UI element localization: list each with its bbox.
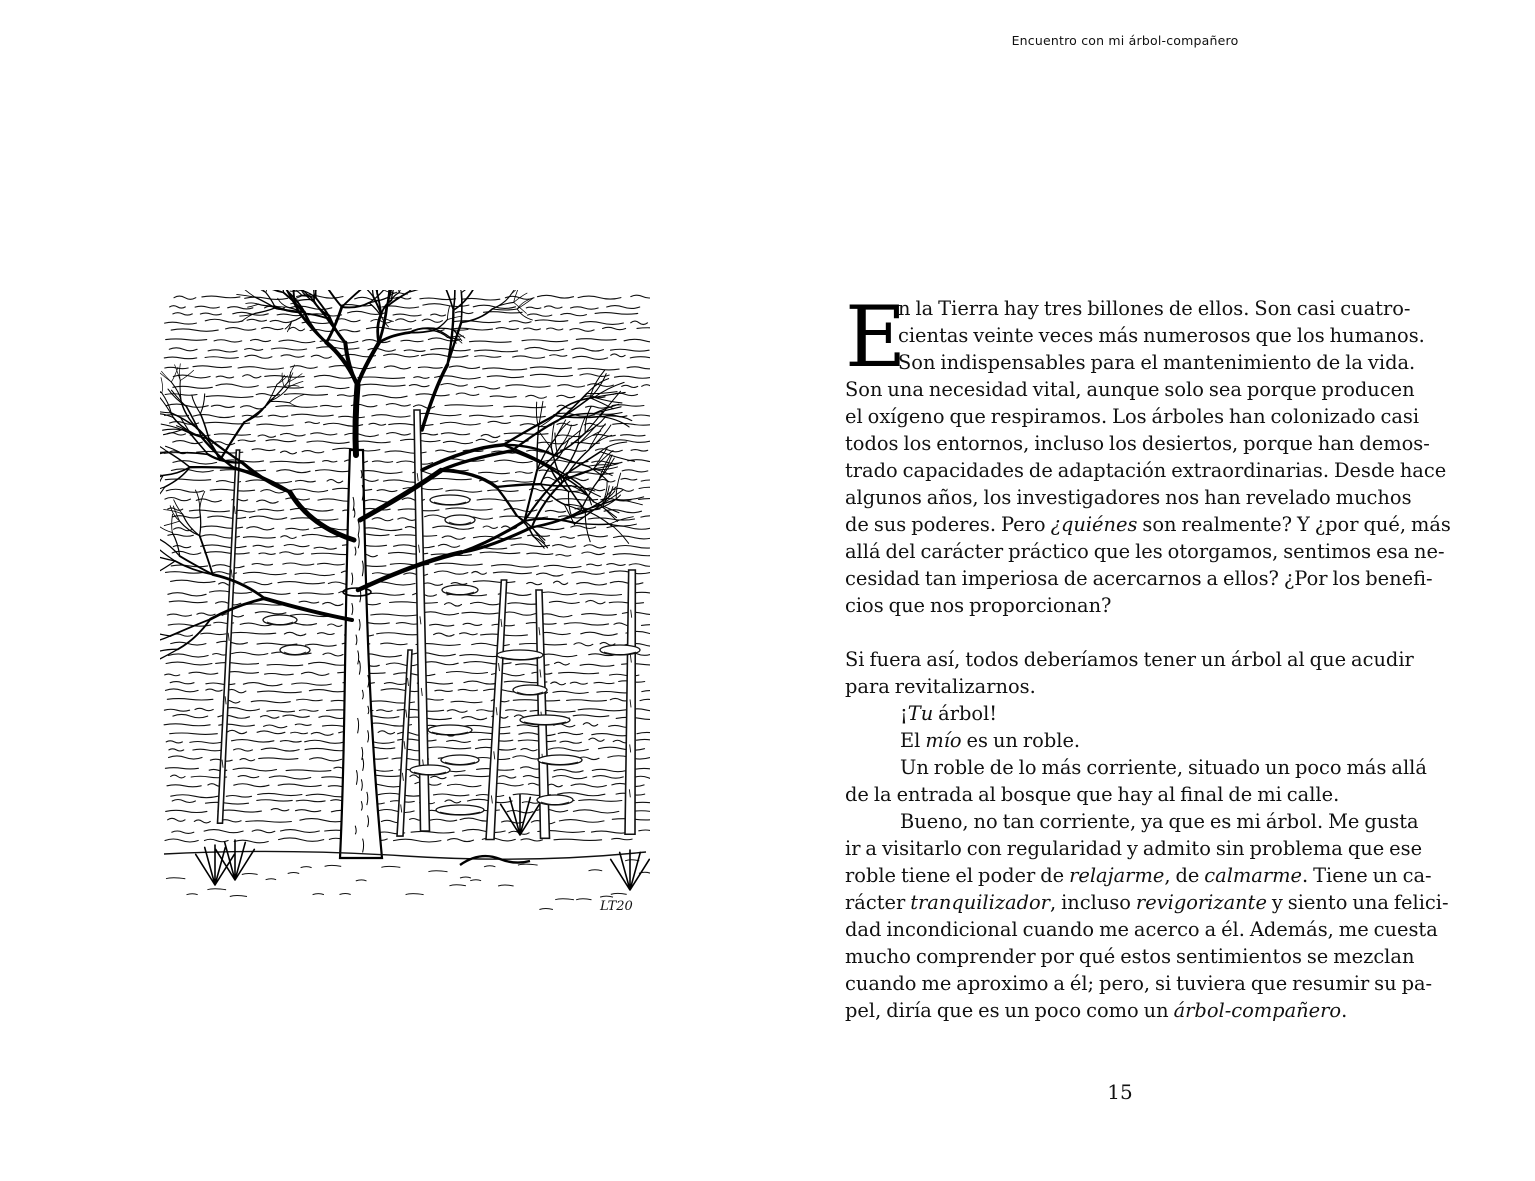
text-line [845,673,1400,700]
page-number: 15 [1107,1080,1133,1104]
text-line [845,403,1420,430]
fungus-shelf [513,685,547,695]
text-run: allá del carácter práctico que les otorgamos, sentimos esa ne- [845,540,1445,563]
text-run: Son una necesidad vital, aunque solo sea porque producen [845,378,1415,401]
text-line [845,916,1438,943]
paragraph [845,754,1427,808]
forest-illustration [160,290,650,920]
text-line [845,565,1433,592]
text-run: , incluso [1049,891,1136,914]
text-run: , de [1164,864,1205,887]
artist-signature: LT20 [600,899,633,914]
running-header: Encuentro con mi árbol-compañero [1011,33,1239,48]
text-run: Un roble de lo más corriente, situado un poco más allá [900,756,1427,779]
body-text [845,288,1451,1024]
italic-run: mío [925,729,962,752]
text-run: y siento una felici- [1266,891,1449,914]
paragraph [845,646,1414,700]
fungus-shelf [538,755,582,765]
text-line [845,889,1449,916]
text-line [845,592,1400,619]
text-run: mucho comprender por qué estos sentimientos se mezclan [845,945,1415,968]
text-run: rácter [845,891,911,914]
text-run: cesidad tan imperiosa de acercarnos a ellos? ¿Por los benefi- [845,567,1433,590]
text-line [845,862,1432,889]
paragraph [845,808,1449,1024]
text-run: . [1341,999,1348,1022]
text-line [845,538,1445,565]
fungus-shelf [436,805,484,815]
text-run: algunos años, los investigadores nos han revelado muchos [845,486,1412,509]
drop-cap: E [845,288,907,386]
fungus-shelf [537,795,573,805]
text-run: roble tiene el poder de [845,864,1070,887]
text-line [845,835,1423,862]
text-run: para revitalizarnos. [845,675,1036,698]
text-line [845,646,1414,673]
text-line [845,457,1447,484]
text-run: dad incondicional cuando me acerco a él. Además, me cuesta [845,918,1438,941]
oak-branch [164,453,181,454]
italic-run: tranquilizador [910,891,1050,914]
italic-run: Tu [907,702,934,725]
text-run: cientas veinte veces más numerosos que los humanos. [898,324,1425,347]
text-line [845,322,1425,349]
text-line [845,970,1433,997]
text-line [845,295,1411,322]
text-line [845,700,1400,727]
italic-run: revigorizante [1135,891,1267,914]
italic-run: calmarme [1204,864,1302,887]
text-run: Bueno, no tan corriente, ya que es mi árbol. Me gusta [900,810,1419,833]
text-run: . Tiene un ca- [1302,864,1432,887]
text-line [845,781,1400,808]
fungus-shelf [280,645,310,655]
text-run: El [900,729,926,752]
fungus-shelf [497,650,543,660]
text-line [845,808,1419,835]
text-run: es un roble. [961,729,1081,752]
text-run: trado capacidades de adaptación extraordinarias. Desde hace [845,459,1447,482]
italic-run: ¿quiénes [1050,513,1138,536]
text-run: ¡ [900,702,908,725]
text-line [845,376,1415,403]
oak-branch [461,293,462,323]
text-run: ir a visitarlo con regularidad y admito sin problema que ese [845,837,1423,860]
text-line [845,727,1400,754]
text-run: de sus poderes. Pero [845,513,1051,536]
fungus-shelf [410,765,450,775]
text-run: Son indispensables para el mantenimiento de la vida. [898,351,1416,374]
text-run: el oxígeno que respiramos. Los árboles han colonizado casi [845,405,1420,428]
paragraph-gap [845,619,1400,646]
paragraph [845,288,1451,619]
fungus-shelf [520,715,570,725]
oak-branch [190,467,234,468]
text-line [845,511,1451,538]
text-line [845,484,1412,511]
fungus-shelf [445,515,475,525]
paragraphs [845,288,1451,1024]
text-run: todos los entornos, incluso los desiertos, porque han demos- [845,432,1430,455]
text-line [845,349,1416,376]
text-run: árbol! [933,702,998,725]
fungus-shelf [600,645,640,655]
text-line [845,943,1415,970]
text-run: cuando me aproximo a él; pero, si tuviera que resumir su pa- [845,972,1433,995]
text-run: Si fuera así, todos deberíamos tener un árbol al que acudir [845,648,1414,671]
forest-drawing [160,290,650,920]
paragraph [845,727,1400,754]
fungus-shelf [441,755,479,765]
fungus-shelf [428,725,472,735]
text-run: pel, diría que es un poco como un [845,999,1174,1022]
fungus-shelf [442,585,478,595]
text-run: cios que nos proporcionan? [845,594,1112,617]
paragraph [845,700,1400,727]
text-run: n la Tierra hay tres billones de ellos. Son casi cuatro- [898,297,1411,320]
text-run: son realmente? Y ¿por qué, más [1137,513,1451,536]
fungus-shelf [263,615,297,625]
text-line [845,997,1400,1024]
text-run: de la entrada al bosque que hay al final de mi calle. [845,783,1340,806]
italic-run: relajarme [1069,864,1165,887]
fungus-shelf [430,495,470,505]
italic-run: árbol-compañero [1173,999,1342,1022]
text-line [845,754,1427,781]
text-line [845,430,1430,457]
oak-branch [356,385,358,455]
